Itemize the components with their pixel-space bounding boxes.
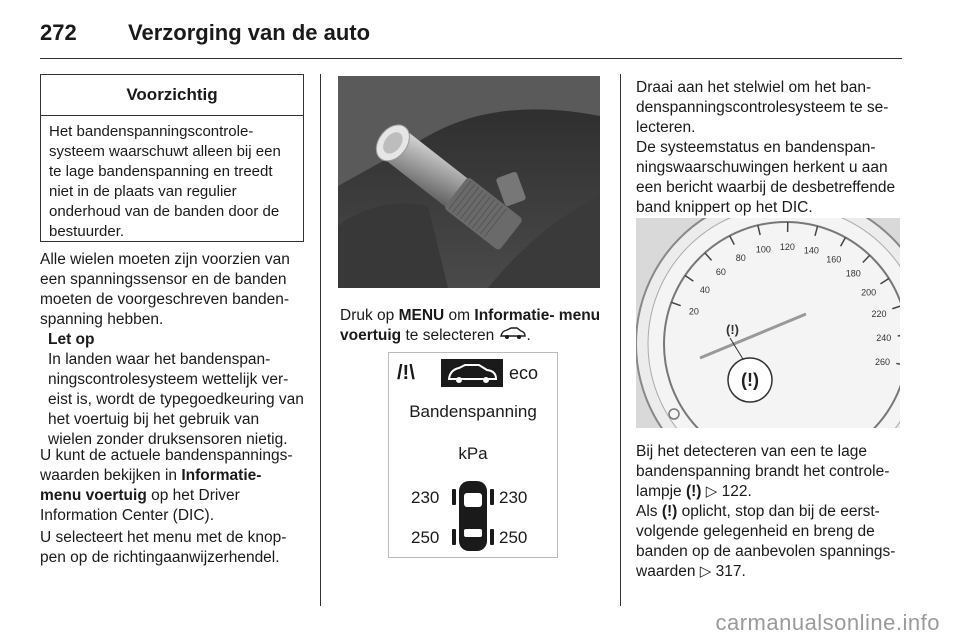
paragraph-stop [636,502,908,582]
tyre-pressure-icon: (!) [685,483,702,500]
paragraph-stop-text-b: oplicht, stop dan bij de eerst-volgende gelegenheid en breng de banden op de aanbevolen spannings-waarden [636,503,896,580]
speedometer-label: 220 [871,309,887,320]
speedometer-label: 200 [861,287,877,298]
note-label: Let op [48,331,95,348]
stalk-photo [338,76,600,288]
dic-eco-tab: eco [509,363,539,383]
tyre-pressure-icon-2: (!) [661,503,678,520]
paragraph-status: De systeemstatus en bandenspan-ningswaarschuwingen herkent u aan een bericht waarbij de desbetreffende band knippert op het DIC. [636,139,896,216]
column-divider-2 [620,74,621,606]
caution-body: Het bandenspanningscontrole-systeem waarschuwt alleen bij een te lage bandenspanning en treedt niet in de plaats van regulier onderhoud van de banden door de bestuurder. [49,123,281,240]
note-block [48,330,304,450]
caution-title: Voorzichtig [41,75,303,116]
page-reference-122: 122. [721,483,752,500]
page-reference-arrow-2: ▷ [699,563,712,580]
caption-end: . [526,327,531,345]
speedometer-label: 240 [876,332,892,343]
speedometer-label: 160 [826,254,842,265]
dic-display [388,352,558,558]
paragraph-stop-text-a: Als [636,503,658,520]
speedometer-photo [636,218,900,428]
paragraph-buttons: U selecteert het menu met de knop-pen op de richtingaanwijzerhendel. [40,529,287,566]
speedometer-tick [898,335,900,336]
tpms-lamp-small: (!) [726,322,739,337]
paragraph-dic-text-c: op het Driver Information Center (DIC). [40,487,240,524]
paragraph-dic-values [40,446,306,526]
dic-car-topview [452,481,494,551]
page-reference-arrow: ▷ [705,483,718,500]
menu-reference: Informatie- menu voertuig [40,467,262,504]
paragraph-thumbwheel: Draai aan het stelwiel om het ban-denspanningscontrolesysteem te se-lecteren. [636,79,889,136]
page-header [40,14,900,54]
speedometer-label: 140 [803,245,819,256]
dic-rear-left: 250 [411,528,440,547]
speedometer-label: 60 [715,266,726,277]
dic-unit: kPa [458,444,488,463]
speedometer-label: 180 [845,268,861,279]
paragraph-dic-text-a: U kunt de actuele bandenspannings-waarden bekijken in [40,447,293,484]
speedometer-label: 100 [755,244,771,255]
dic-warning-tab: /!\ [397,362,415,384]
speedometer-label: 80 [735,253,746,264]
vehicle-info-icon [499,326,527,346]
dic-front-left: 230 [411,488,440,507]
stalk-illustration [338,76,600,288]
column-divider-1 [320,74,321,606]
paragraph-sensors: Alle wielen moeten zijn voorzien van een spanningssensor en de banden moeten de voorgeschreven banden-spanning hebben. [40,251,290,328]
page-number: 272 [40,20,77,45]
speedometer-label: 40 [699,284,710,295]
svg-text:(!): (!) [741,370,759,390]
header-rule [40,58,902,59]
menu-name-label: Informatie- menu voertuig [340,307,601,345]
dic-front-right: 230 [499,488,528,507]
caution-box [40,74,304,242]
caption-menu-instruction [340,306,606,346]
caption-text-a: Druk op [340,307,399,324]
menu-button-label: MENU [398,307,445,324]
watermark: carmanualsonline.info [715,610,940,635]
speedometer-label: 20 [688,306,699,317]
page-reference-317: 317. [715,563,746,580]
page-title: Verzorging van de auto [128,20,371,45]
speedometer-label: 260 [874,357,891,368]
caption-text-c: te selecteren [401,327,495,345]
speedometer-illustration [636,218,900,428]
dic-heading: Bandenspanning [409,402,537,421]
note-text: In landen waar het bandenspan-ningscontrolesysteem wettelijk ver-eist is, wordt de typegoedkeuring van het voertuig bij het gebruik van wielen zonder druksensoren nietig. [48,351,304,448]
caption-text-b: om [444,307,475,324]
paragraph-lamp [636,442,906,502]
speedometer-label: 120 [779,242,795,253]
dic-screen [389,353,557,557]
paragraph-lamp-text: Bij het detecteren van een te lage bandenspanning brandt het controle-lampje [636,443,890,500]
dic-rear-right: 250 [499,528,528,547]
